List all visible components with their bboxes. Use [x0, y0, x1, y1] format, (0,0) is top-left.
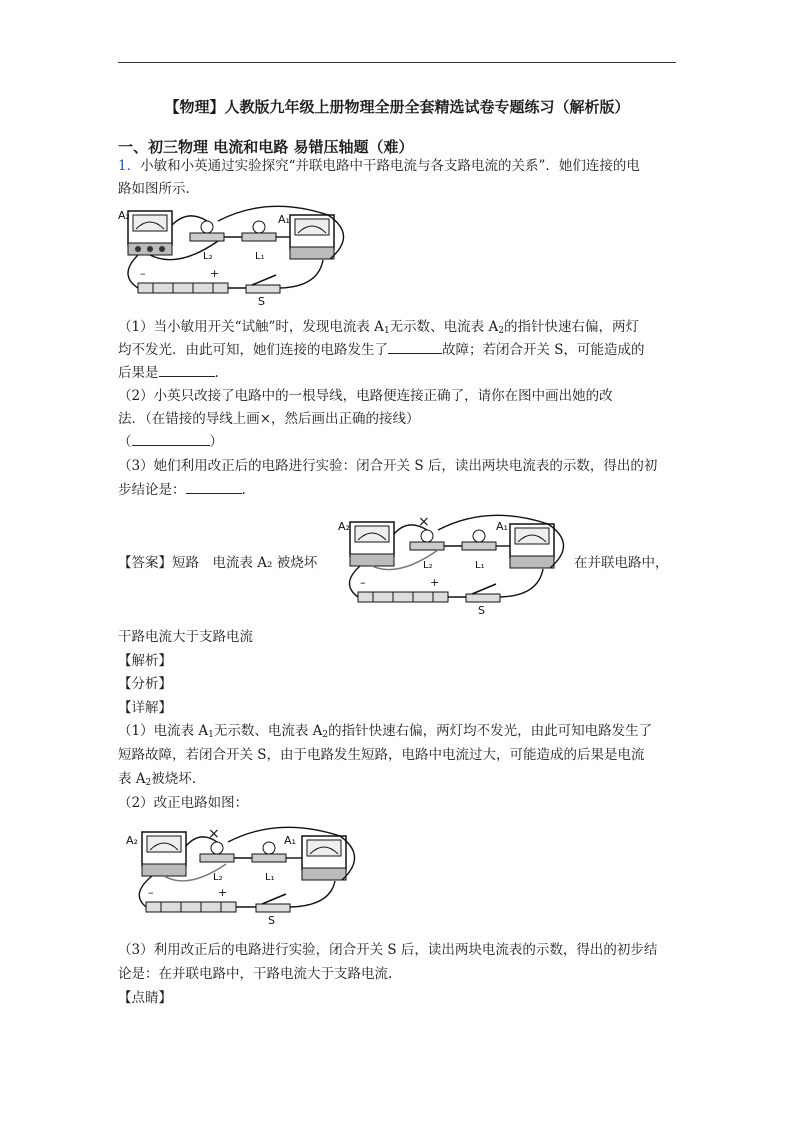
label-s: S: [478, 604, 485, 617]
label-plus: +: [218, 886, 228, 899]
page-title: 【物理】人教版九年级上册物理全册全套精选试卷专题练习（解析版）: [164, 98, 630, 116]
label-l1: L₁: [265, 872, 275, 883]
part1-line2-text-b: 故障；若闭合开关 S，可能造成的: [442, 342, 645, 358]
switch-s: [246, 275, 280, 293]
switch-s: [256, 894, 290, 912]
paren-open: （: [118, 434, 132, 450]
part1-line3: [118, 362, 678, 385]
answer-line: [118, 552, 328, 575]
bulb-l2: [190, 221, 224, 241]
answer-line2: 干路电流大于支路电流: [118, 629, 253, 645]
part1-sub-1: 1: [383, 326, 390, 336]
answer-blank-consequence[interactable]: [159, 362, 215, 377]
part3-line1: （3）她们利用改正后的电路进行实验：闭合开关 S 后，读出两块电流表的示数，得出的初: [118, 458, 658, 474]
detail-part2: （2）改正电路如图：: [118, 795, 249, 811]
part1-line2: [118, 339, 678, 362]
answer-blank-conclusion[interactable]: [186, 479, 242, 494]
bulb-l1: [252, 842, 286, 862]
answer-label: 【答案】: [118, 555, 172, 571]
part1-line3-text-a: 后果是: [118, 365, 159, 381]
question-number: 1．: [118, 158, 141, 174]
question-intro-line1: [118, 155, 678, 178]
label-a1: A₁: [278, 213, 290, 226]
detail-sub-1: 1: [208, 730, 214, 740]
detail-text-c: 的指针快速右偏，两灯均不发光，由此可知电路发生了: [328, 723, 653, 739]
bulb-l1: [462, 530, 496, 550]
header-rule: [118, 62, 676, 63]
label-minus: –: [148, 886, 154, 899]
analysis-label: 【解析】: [118, 653, 172, 669]
label-a1: A₁: [284, 834, 296, 847]
part3-line2-text-b: .: [241, 482, 246, 498]
battery: [146, 902, 236, 912]
answer-tail: 在并联电路中，: [574, 555, 669, 571]
detail-part3-line2: 论是：在并联电路中，干路电流大于支路电流.: [118, 966, 393, 982]
circuit-diagram-corrected: [118, 822, 358, 927]
part1-text-c: 的指针快速右偏，两灯: [503, 319, 639, 335]
part1-sub-2: 2: [498, 326, 504, 336]
battery: [138, 283, 228, 293]
detail-line3: [118, 768, 678, 795]
ammeter-a2: [128, 211, 172, 255]
detail-text-b: 无示数、电流表 A: [213, 723, 323, 739]
label-minus: –: [360, 576, 366, 589]
ammeter-a1: [510, 524, 554, 568]
circuit-diagram-question: [118, 205, 348, 305]
detail-label: 【详解】: [118, 700, 172, 716]
label-plus: +: [210, 267, 220, 280]
ammeter-a1: [302, 836, 346, 880]
label-l1: L₁: [255, 251, 265, 262]
circuit-diagram-answer: [338, 512, 568, 617]
bulb-l2: [200, 842, 234, 862]
question-intro-text: 小敏和小英通过实验探究“并联电路中干路电流与各支路电流的关系”．她们连接的电: [140, 158, 640, 174]
answer-text: 短路 电流表 A₂ 被烧坏: [172, 555, 318, 571]
cross-mark: ×: [208, 826, 220, 842]
ammeter-a2: [142, 832, 186, 876]
detail-part3-line1: （3）利用改正后的电路进行实验，闭合开关 S 后，读出两块电流表的示数，得出的初步结: [118, 942, 658, 958]
comment-label: 【点睛】: [118, 990, 172, 1006]
answer-blank-drawing[interactable]: [132, 431, 210, 446]
part3-line2: [118, 479, 678, 502]
part2-line2: 法．（在错接的导线上画×，然后画出正确的接线）: [118, 411, 420, 427]
part2-line3: [118, 431, 678, 454]
label-s: S: [258, 295, 265, 305]
detail-text-a: （1）电流表 A: [118, 723, 209, 739]
detail-sub-2: 2: [322, 730, 329, 740]
detail-line1: [118, 720, 678, 747]
label-a2: A₂: [126, 834, 138, 847]
detail-line3-text-b: 被烧坏.: [151, 771, 197, 787]
battery: [358, 592, 448, 602]
label-a2: A₂: [118, 209, 130, 222]
label-l2: L₂: [423, 560, 433, 571]
label-l2: L₂: [213, 872, 223, 883]
bulb-l2: [410, 530, 444, 550]
part1-text-b: 无示数、电流表 A: [389, 319, 499, 335]
part1-line3-text-b: .: [214, 365, 219, 381]
detail-line3-sub: 2: [145, 778, 152, 788]
bulb-l1: [242, 221, 276, 241]
label-s: S: [268, 914, 275, 927]
cross-mark: ×: [418, 514, 430, 530]
label-l1: L₁: [475, 560, 485, 571]
label-l2: L₂: [203, 251, 213, 262]
detail-line3-text-a: 表 A: [118, 771, 146, 787]
detail-line2: 短路故障，若闭合开关 S，由于电路发生短路，电路中电流过大，可能造成的后果是电流: [118, 747, 645, 763]
part1-text-a: （1）当小敏用开关“试触”时，发现电流表 A: [118, 319, 384, 335]
label-a1: A₁: [496, 520, 508, 533]
part1-line2-text-a: 均不发光．由此可知，她们连接的电路发生了: [118, 342, 388, 358]
part2-line1: （2）小英只改接了电路中的一根导线，电路便连接正确了，请你在图中画出她的改: [118, 388, 613, 404]
part3-line2-text-a: 步结论是：: [118, 482, 186, 498]
paren-close: ）: [209, 434, 223, 450]
fenxi-label: 【分析】: [118, 676, 172, 692]
ammeter-a2: [350, 522, 394, 566]
label-plus: +: [430, 576, 440, 589]
switch-s: [466, 584, 500, 602]
ammeter-a1: [290, 215, 334, 259]
answer-blank-fault[interactable]: [388, 339, 442, 354]
label-a2: A₂: [338, 520, 350, 533]
label-minus: –: [140, 267, 146, 280]
section-heading: 一、初三物理 电流和电路 易错压轴题（难）: [118, 138, 414, 156]
question-intro-line2: 路如图所示.: [118, 181, 190, 197]
